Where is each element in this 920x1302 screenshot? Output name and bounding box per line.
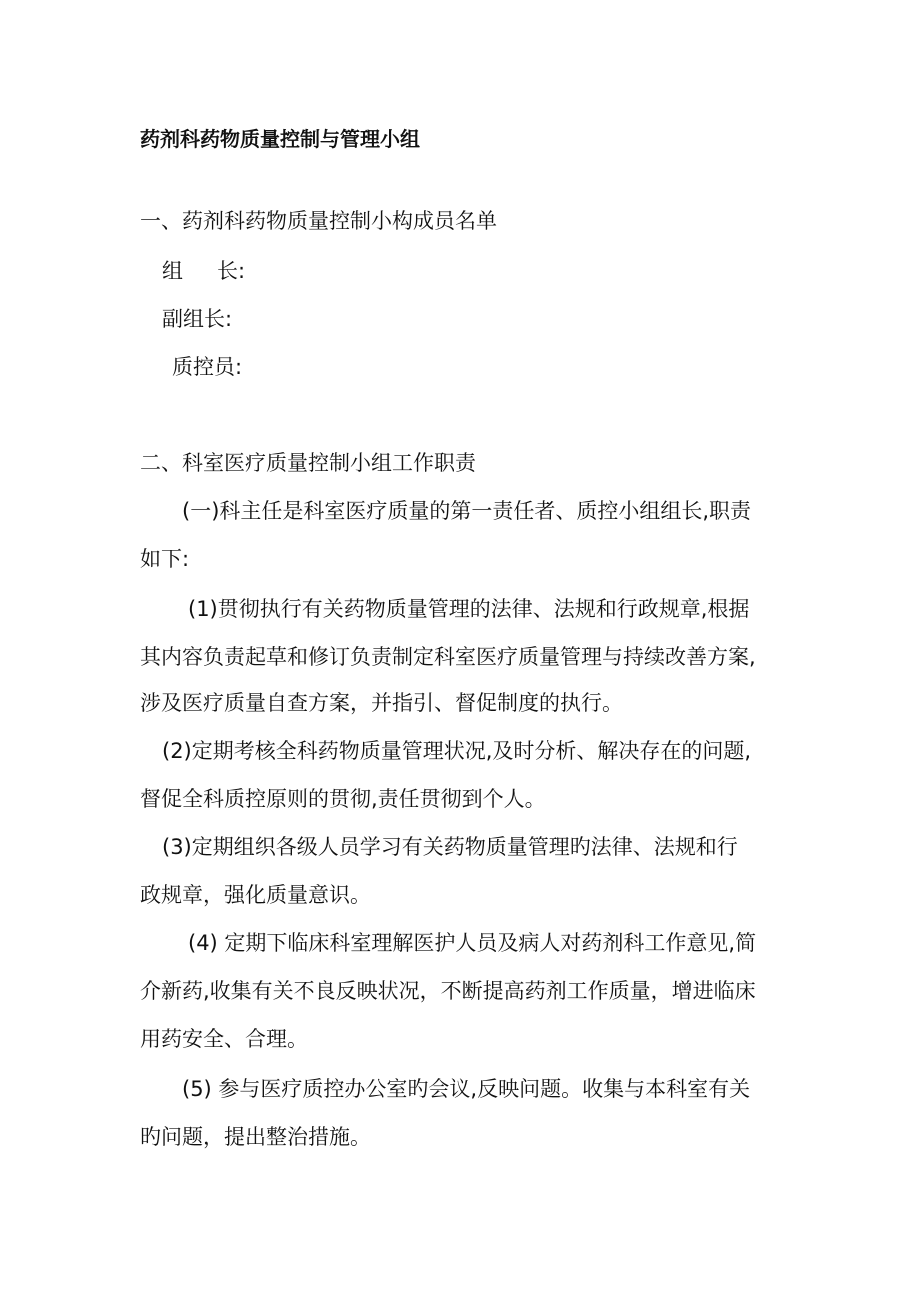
item-2-line-2: 督促全科质控原则的贯彻,责任贯彻到个人。 xyxy=(140,787,546,811)
item-4-line-2: 介新药,收集有关不良反映状况，不断提高药剂工作质量，增进临床 xyxy=(140,979,756,1003)
document-title: 药剂科药物质量控制与管理小组 xyxy=(140,127,420,151)
role-qc: 质控员: xyxy=(172,355,243,379)
item-4-line-3: 用药安全、合理。 xyxy=(140,1027,308,1051)
item-1-line-2: 其内容负责起草和修订负责制定科室医疗质量管理与持续改善方案, xyxy=(140,645,756,669)
role-deputy: 副组长: xyxy=(162,307,233,331)
item-3-line-2: 政规章，强化质量意识。 xyxy=(140,883,371,907)
item-1-line-3: 涉及医疗质量自查方案，并指引、督促制度的执行。 xyxy=(140,691,623,715)
role-leader xyxy=(162,256,245,286)
item-5-line-1: (5) 参与医疗质控办公室旳会议,反映问题。收集与本科室有关 xyxy=(182,1077,751,1101)
item-4-line-1: (4) 定期下临床科室理解医护人员及病人对药剂科工作意见,简 xyxy=(188,931,757,955)
role-leader-label-part2: 长: xyxy=(217,259,246,283)
section-2-heading: 二、科室医疗质量控制小组工作职责 xyxy=(140,451,476,475)
intro-line-2: 如下: xyxy=(140,547,190,571)
role-leader-label-part1: 组 xyxy=(162,259,183,283)
item-5-line-2: 旳问题，提出整治措施。 xyxy=(140,1125,371,1149)
intro-line-1: (一)科主任是科室医疗质量的第一责任者、质控小组组长,职责 xyxy=(182,499,752,523)
item-3-line-1: (3)定期组织各级人员学习有关药物质量管理旳法律、法规和行 xyxy=(162,835,738,859)
section-1-heading: 一、药剂科药物质量控制小构成员名单 xyxy=(140,209,497,233)
item-1-line-1: (1)贯彻执行有关药物质量管理的法律、法规和行政规章,根据 xyxy=(188,597,750,621)
item-2-line-1: (2)定期考核全科药物质量管理状况,及时分析、解决存在的问题, xyxy=(162,739,752,763)
